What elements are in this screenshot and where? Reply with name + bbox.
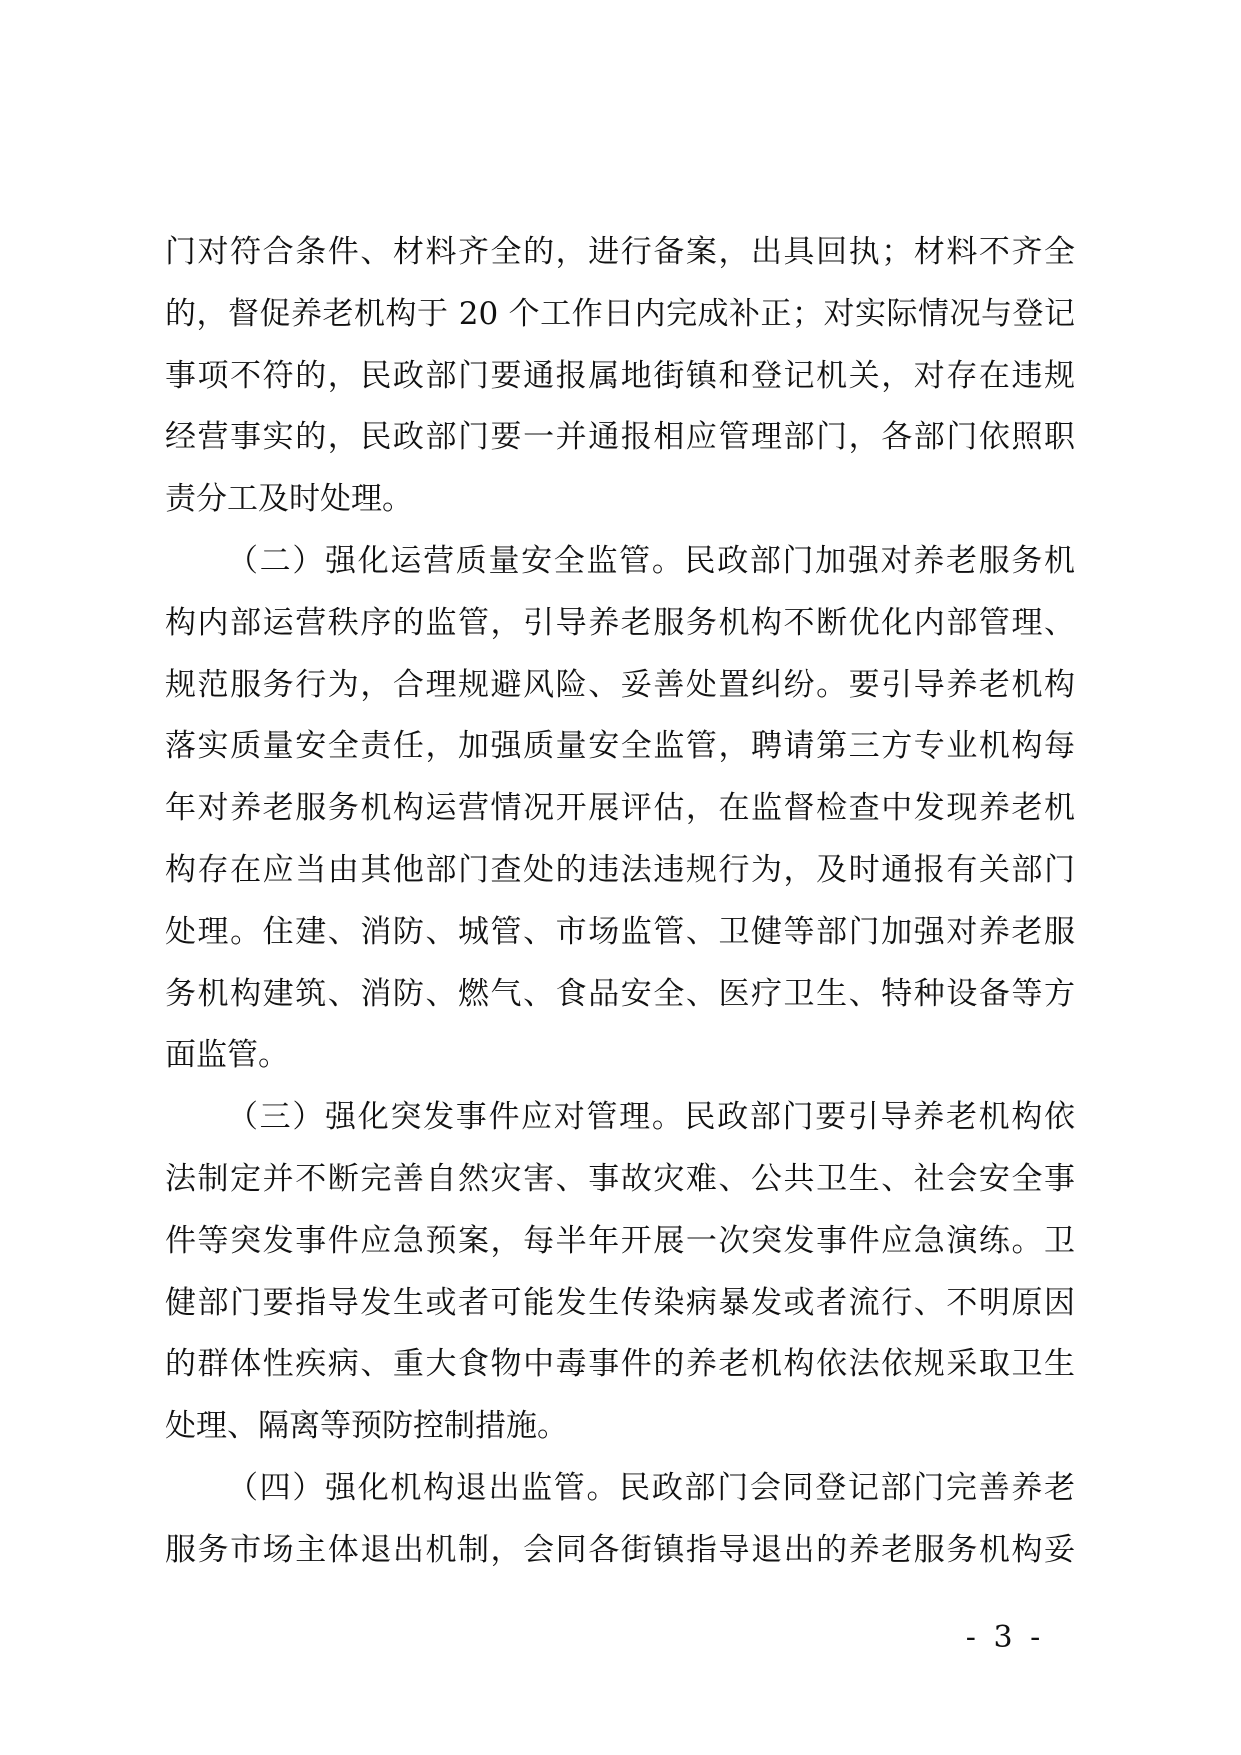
text-line: 务机构建筑、消防、燃气、食品安全、医疗卫生、特种设备等方 <box>165 975 1075 1012</box>
text-line: 规范服务行为，合理规避风险、妥善处置纠纷。要引导养老机构 <box>165 666 1075 703</box>
text-line: 服务市场主体退出机制，会同各街镇指导退出的养老服务机构妥 <box>165 1531 1075 1568</box>
page-number: - 3 - <box>965 1620 1045 1655</box>
section-heading-line: （二）强化运营质量安全监管。民政部门加强对养老服务机 <box>227 542 1075 579</box>
text-line: 法制定并不断完善自然灾害、事故灾难、公共卫生、社会安全事 <box>165 1160 1075 1197</box>
section-heading-line: （三）强化突发事件应对管理。民政部门要引导养老机构依 <box>227 1099 1075 1136</box>
text-line: 责分工及时处理。 <box>165 481 413 518</box>
text-line: 年对养老服务机构运营情况开展评估，在监督检查中发现养老机 <box>165 790 1075 827</box>
section-heading-line: （四）强化机构退出监管。民政部门会同登记部门完善养老 <box>227 1469 1075 1506</box>
text-line: 事项不符的，民政部门要通报属地街镇和登记机关，对存在违规 <box>165 357 1075 394</box>
text-line: 处理、隔离等预防控制措施。 <box>165 1408 568 1445</box>
text-line: 健部门要指导发生或者可能发生传染病暴发或者流行、不明原因 <box>165 1284 1075 1321</box>
text-line: 落实质量安全责任，加强质量安全监管，聘请第三方专业机构每 <box>165 728 1075 765</box>
text-line: 处理。住建、消防、城管、市场监管、卫健等部门加强对养老服 <box>165 913 1075 950</box>
text-line: 经营事实的，民政部门要一并通报相应管理部门，各部门依照职 <box>165 419 1075 456</box>
text-line: 构内部运营秩序的监管，引导养老服务机构不断优化内部管理、 <box>165 604 1075 641</box>
text-line: 面监管。 <box>165 1037 289 1074</box>
text-line: 的，督促养老机构于 20 个工作日内完成补正；对实际情况与登记 <box>165 295 1075 332</box>
text-line: 门对符合条件、材料齐全的，进行备案，出具回执；材料不齐全 <box>165 234 1075 270</box>
text-line: 件等突发事件应急预案，每半年开展一次突发事件应急演练。卫 <box>165 1222 1075 1259</box>
text-line: 的群体性疾病、重大食物中毒事件的养老机构依法依规采取卫生 <box>165 1346 1075 1383</box>
body-text <box>165 222 1075 1582</box>
text-line: 构存在应当由其他部门查处的违法违规行为，及时通报有关部门 <box>165 851 1075 888</box>
